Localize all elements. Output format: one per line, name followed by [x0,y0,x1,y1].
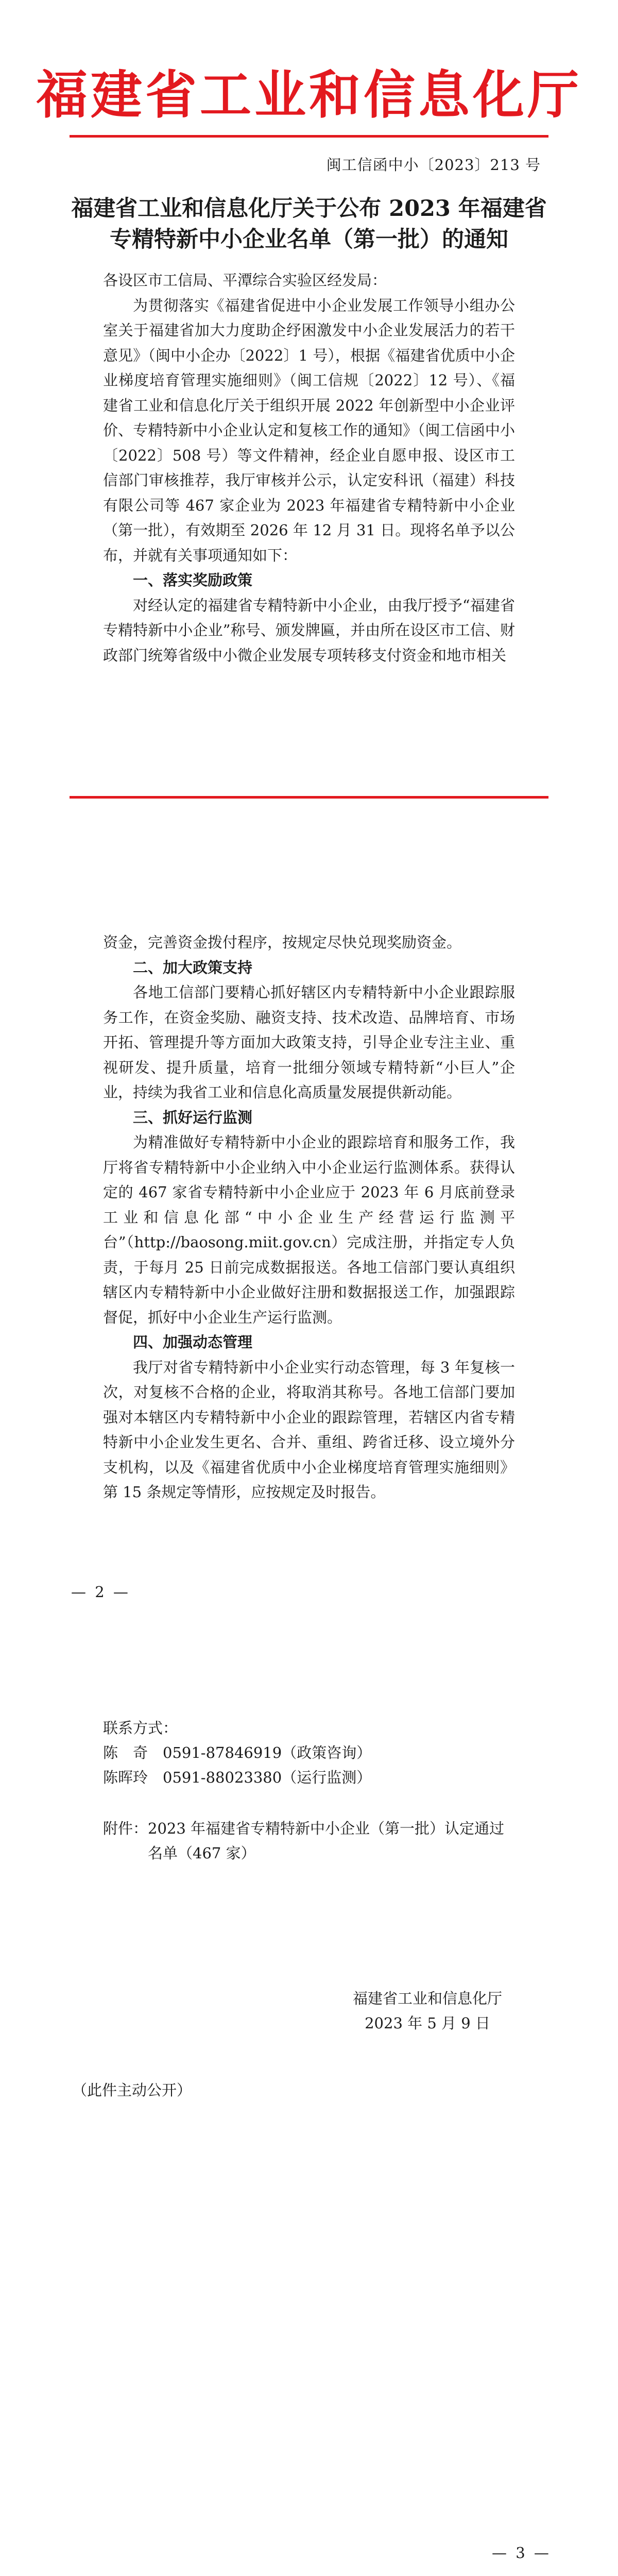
section-1-text: 对经认定的福建省专精特新中小企业，由我厅授予“福建省专精特新中小企业”称号、颁发牌匾，并由所在设区市工信、财政部门统筹省级中小微企业发展专项转移支付资金和地市相关 [103,596,515,664]
contact-label: 联系方式： [103,1719,178,1737]
document-number: 闽工信函中小〔2023〕213 号 [326,156,541,174]
page-3-body [103,930,515,1505]
contact-line-1: 陈 奇 0591-87846919（政策咨询） [103,1744,372,1761]
title-line-1: 福建省工业和信息化厅关于公布 2023 年福建省 [71,196,547,222]
section-2-text: 各地工信部门要精心抓好辖区内专精特新中小企业跟踪服务工作，在资金奖励、融资支持、技术改造、品牌培育、市场开拓、管理提升等方面加大政策支持，引导企业专注主业、重视研发、提升质量，培育一批细分领域专精特新“小巨人”企业，持续为我省工业和信息化高质量发展提供新动能。 [103,984,515,1101]
intro-paragraph: 为贯彻落实《福建省促进中小企业发展工作领导小组办公室关于福建省加大力度助企纾困激发中小企业发展活力的若干意见》（闽中小企办〔2022〕1 号），根据《福建省优质中小企业梯度培育管理实施细则》（闽工信规〔2022〕12 号）、《福建省工业和信息化厅关于组织开展 2022 年创新型中小企业评价、专精特新中小企业认定和复核工作的通知》（闽工信函中小〔2022〕508 号）等文件精神，经企业自愿申报、设区市工信部门审核推荐，我厅审核并公示，认定安科讯（福建）科技有限公司等 467 家企业为 2023 年福建省专精特新中小企业（第一批），有效期至 2026 年 12 月 31 日。现将名单予以公布，并就有关事项通知如下： [103,296,515,564]
section-4-text: 我厅对省专精特新中小企业实行动态管理，每 3 年复核一次，对复核不合格的企业，将取消其称号。各地工信部门要加强对本辖区内专精特新中小企业的跟踪管理，若辖区内省专精特新中小企业发生更名、合并、重组、跨省迁移、设立境外分支机构，以及《福建省优质中小企业梯度培育管理实施细则》第 15 条规定等情形，应按规定及时报告。 [103,1358,515,1501]
contact-line-2: 陈晖玲 0591-88023380（运行监测） [103,1769,372,1786]
section-1-text-continued: 资金，完善资金拨付程序，按规定尽快兑现奖励资金。 [103,934,462,951]
attachment-line-2: 名单（467 家） [148,1844,256,1862]
section-2-heading: 二、加大政策支持 [133,958,253,976]
signature-block [330,1986,525,2036]
page-number-3: — 3 — [492,2544,551,2562]
attachment-block [103,1816,504,1866]
section-4-heading: 四、加强动态管理 [133,1333,253,1351]
masthead: 福建省工业和信息化厅 [36,65,582,125]
page-number-2: — 2 — [71,1583,130,1601]
page-break-red-line [70,796,548,799]
attachment-line-1: 附件：2023 年福建省专精特新中小企业（第一批）认定通过 [103,1820,505,1837]
contact-block [103,1716,371,1790]
salutation: 各设区市工信局、平潭综合实验区经发局： [103,272,387,289]
signature-org: 福建省工业和信息化厅 [352,1990,502,2007]
page-2-body [103,268,515,668]
document-title [0,193,618,255]
section-3-text: 为精准做好专精特新中小企业的跟踪培育和服务工作，我厅将省专精特新中小企业纳入中小企业运行监测体系。获得认定的 467 家省专精特新中小企业应于 2023 年 6 月底前登录工业和信息化部“中小企业生产经营运行监测平台”（http://baosong.miit.gov.cn）完成注册，并指定专人负责，于每月 25 日前完成数据报送。各地工信部门要认真组织辖区内专精特新中小企业做好注册和数据报送工作，加强跟踪督促，抓好中小企业生产运行监测。 [103,1133,515,1326]
masthead-red-line [70,135,548,138]
section-3-heading: 三、抓好运行监测 [133,1108,253,1126]
disclosure-note: （此件主动公开） [72,2081,192,2099]
signature-date: 2023 年 5 月 9 日 [365,2014,490,2032]
section-1-heading: 一、落实奖励政策 [133,571,253,589]
title-line-2: 专精特新中小企业名单（第一批）的通知 [110,227,508,252]
